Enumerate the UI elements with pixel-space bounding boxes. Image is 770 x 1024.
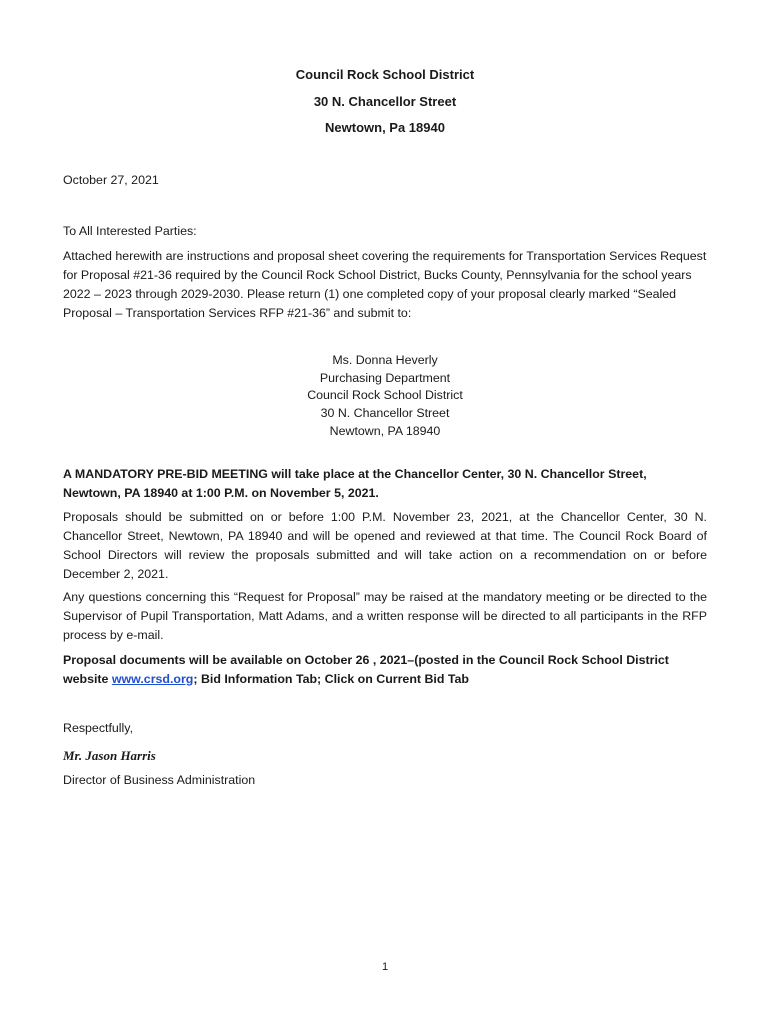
- website-link[interactable]: www.crsd.org: [111, 672, 194, 686]
- questions-paragraph: Any questions concerning this “Request for Proposal” may be raised at the mandatory meeting or be directed to the Supervisor of Pupil Transportation, Matt Adams, and a written response will be directed to all participants in the RFP process by e-mail.: [63, 590, 707, 642]
- availability-notice: [63, 651, 707, 689]
- letterhead-street: 30 N. Chancellor Street: [313, 93, 457, 109]
- letterhead: [0, 62, 770, 142]
- availability-text-end: ; Bid Information Tab; Click on Current Bid Tab: [193, 672, 469, 686]
- intro-paragraph: Attached herewith are instructions and proposal sheet covering the requirements for Transportation Services Request for Proposal #21-36 required by the Council Rock School District, Bucks County, Pennsylvania for the school years 2022 – 2023 through 2029-2030. Please return (1) one completed copy of your proposal clearly marked “Sealed Proposal – Transportation Services RFP #21-36” and submit to:: [63, 249, 707, 320]
- address-department: Purchasing Department: [319, 370, 451, 385]
- page-number: 1: [381, 961, 389, 973]
- letterhead-organization: Council Rock School District: [295, 67, 475, 82]
- submission-address: [0, 352, 770, 441]
- signature: Mr. Jason Harris: [63, 748, 156, 763]
- availability-text: Proposal documents will be available on October 26 , 2021–(posted in the Council Rock School District website: [63, 653, 669, 686]
- meeting-notice: A MANDATORY PRE-BID MEETING will take place at the Chancellor Center, 30 N. Chancellor Street, Newtown, PA 18940 at 1:00 P.M. on November 5, 2021.: [63, 467, 647, 500]
- proposals-paragraph: Proposals should be submitted on or before 1:00 P.M. November 23, 2021, at the Chancellor Center, 30 N. Chancellor Street, Newtown, PA 18940 and will be opened and reviewed at that time. The Council Rock Board of School Directors will review the proposals submitted and will take action on a recommendation on or before December 2, 2021.: [63, 510, 707, 581]
- address-name: Ms. Donna Heverly: [332, 353, 438, 367]
- letterhead-city: Newtown, Pa 18940: [325, 120, 445, 135]
- salutation: To All Interested Parties:: [63, 224, 197, 238]
- letter-date: October 27, 2021: [63, 173, 159, 187]
- signer-title: Director of Business Administration: [63, 773, 256, 787]
- address-city: Newtown, PA 18940: [329, 423, 441, 438]
- address-street: 30 N. Chancellor Street: [320, 406, 450, 421]
- closing: Respectfully,: [63, 721, 134, 735]
- address-organization: Council Rock School District: [307, 388, 463, 403]
